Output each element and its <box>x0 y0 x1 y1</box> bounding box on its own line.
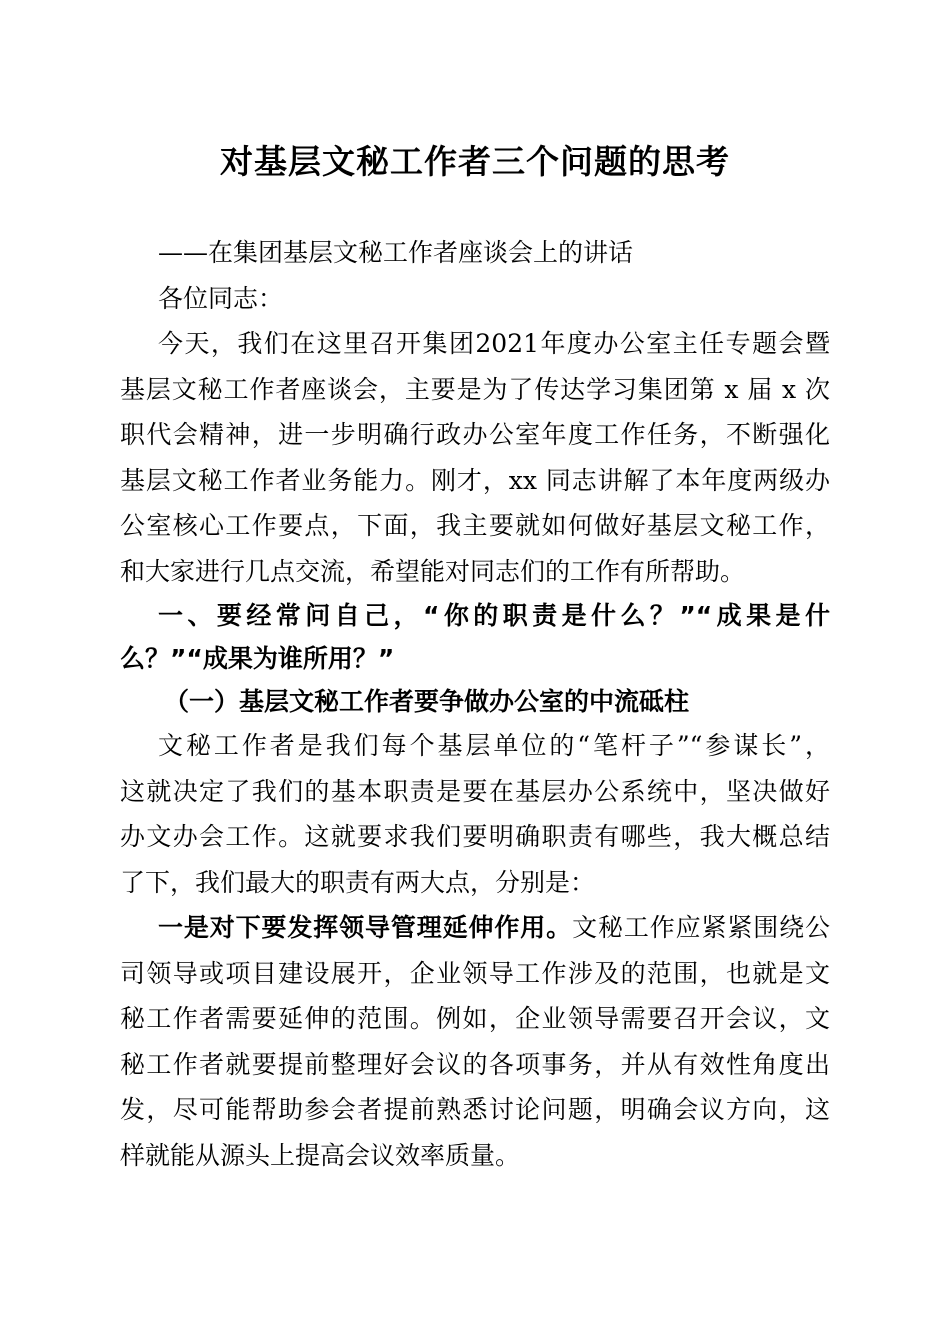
text-line: 公室核心工作要点，下面，我主要就如何做好基层文秘工作， <box>120 511 830 540</box>
text-line: 样就能从源头上提高会议效率质量。 <box>120 1140 521 1170</box>
text-line: 文秘工作者是我们每个基层单位的“笔杆子”“参谋长”， <box>158 731 830 760</box>
text-line: 和大家进行几点交流，希望能对同志们的工作有所帮助。 <box>120 556 746 586</box>
document-body <box>120 230 830 1178</box>
text-line: 基层文秘工作者业务能力。刚才，xx 同志讲解了本年度两级办 <box>120 465 830 495</box>
text-line: 司领导或项目建设展开，企业领导工作涉及的范围，也就是文 <box>120 958 830 988</box>
text-line: 秘工作者需要延伸的范围。例如，企业领导需要召开会议，文 <box>120 1004 830 1033</box>
text-line: 职代会精神，进一步明确行政办公室年度工作任务，不断强化 <box>120 420 830 449</box>
paragraph-point-one <box>120 905 830 1178</box>
text-line: 这就决定了我们的基本职责是要在基层办公系统中，坚决做好 <box>120 776 830 806</box>
text-line: 发，尽可能帮助参会者提前熟悉讨论问题，明确会议方向，这 <box>120 1095 830 1124</box>
text-line: 了下，我们最大的职责有两大点，分别是： <box>120 867 596 897</box>
text-line: 基层文秘工作者座谈会，主要是为了传达学习集团第 x 届 x 次 <box>120 374 830 404</box>
document-title: 对基层文秘工作者三个问题的思考 <box>220 142 730 181</box>
text-line <box>120 905 830 951</box>
salutation: 各位同志： <box>158 283 284 313</box>
text-line: 今天，我们在这里召开集团2021年度办公室主任专题会暨 <box>158 329 830 358</box>
point-one-lead: 一是对下要发挥领导管理延伸作用。 <box>158 913 573 942</box>
heading-line: 一、要经常问自己，“你的职责是什么？”“成果是什 <box>158 601 830 630</box>
subsection-heading: （一）基层文秘工作者要争做办公室的中流砥柱 <box>164 687 690 716</box>
point-one-text: 文秘工作应紧紧围绕公 <box>572 913 830 942</box>
subtitle: ——在集团基层文秘工作者座谈会上的讲话 <box>158 238 634 267</box>
text-line: 办文办会工作。这就要求我们要明确职责有哪些，我大概总结 <box>120 822 830 851</box>
paragraph-intro <box>120 321 830 594</box>
paragraph-duties <box>120 723 830 905</box>
heading-line: 么？”“成果为谁所用？” <box>120 644 395 673</box>
section-heading-1 <box>120 594 830 680</box>
text-line: 秘工作者就要提前整理好会议的各项事务，并从有效性角度出 <box>120 1049 830 1079</box>
